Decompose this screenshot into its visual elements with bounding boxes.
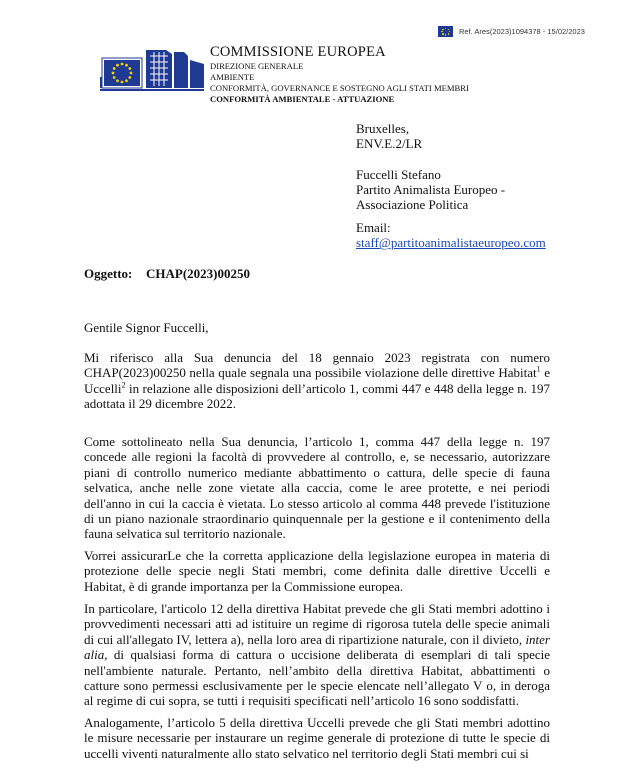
paragraph-1-text-c: in relazione alle disposizioni dell’articolo 1, commi 447 e 448 della legge n. 197 adottata il 29 dicembre 2022.	[84, 380, 550, 412]
email-label: Email:	[356, 220, 391, 235]
recipient-org-line1: Partito Animalista Europeo -	[356, 182, 506, 198]
subject-label: Oggetto:	[84, 266, 133, 281]
paragraph-4-italic: inter alia	[84, 631, 550, 663]
paragraph-1-text-a: Mi riferisco alla Sua denuncia del 18 gennaio 2023 registrata con numero CHAP(2023)00250 nella quale segnala una possibile violazione delle direttive Habitat	[84, 350, 550, 381]
paragraph-3: Vorrei assicurarLe che la corretta applicazione della legislazione europea in materia di protezione delle specie negli Stati membri, come definita dalle direttive Uccelli e Habitat, è di grande importanza per la Commissione europea.	[84, 548, 550, 594]
letterhead	[210, 44, 469, 105]
recipient-name: Fuccelli Stefano	[356, 167, 441, 182]
unit-name: CONFORMITÀ AMBIENTALE - ATTUAZIONE	[210, 94, 395, 104]
directorate-general-name: AMBIENTE	[210, 72, 255, 82]
email-link[interactable]: staff@partitoanimalistaeuropeo.com	[356, 235, 546, 251]
organization-name: COMMISSIONE EUROPEA	[210, 44, 386, 60]
reference-number: Ref. Ares(2023)1094378 - 15/02/2023	[459, 27, 585, 36]
paragraph-4-text-b: , di qualsiasi forma di cattura o uccisione deliberata di esemplari di tali specie nell'ambiente naturale. Pertanto, nell’ambito della direttiva Habitat, abbattimenti o catture sono permessi esclusivamente per le specie elencate nell’allegato V o, in deroga al regime di cui sopra, se tutti i requisiti specificati nell’articolo 16 sono soddisfatti.	[84, 647, 550, 709]
sender-ref: ENV.E.2/LR	[356, 136, 423, 152]
sender-block	[356, 121, 422, 151]
recipient-block	[356, 167, 505, 213]
directorate-name: CONFORMITÀ, GOVERNANCE E SOSTEGNO AGLI STATI MEMBRI	[210, 83, 469, 93]
paragraph-2: Come sottolineato nella Sua denuncia, l’articolo 1, comma 447 della legge n. 197 concede alle regioni la facoltà di provvedere al controllo, e, se necessario, autorizzare piani di controllo numerico mediante abbattimento o cattura, delle specie di fauna selvatica, anche nelle zone vietate alla caccia, come le aree protette, e nei periodi dell'anno in cui la caccia è vietata. Lo stesso articolo al comma 448 prevede l'istituzione di un piano nazionale straordinario quinquennale per la gestione e il contenimento della fauna selvatica sul territorio nazionale.	[84, 434, 550, 542]
european-commission-logo	[96, 42, 208, 104]
paragraph-4-text-a: In particolare, l'articolo 12 della direttiva Habitat prevede che gli Stati membri adottino i provvedimenti necessari atti ad istituire un regime di rigorosa tutela delle specie animali di cui all'allegato IV, lettera a), nella loro area di ripartizione naturale, con il divieto,	[84, 601, 550, 647]
paragraph-4	[84, 601, 550, 709]
email-block	[356, 220, 546, 250]
eu-flag-icon	[438, 26, 453, 37]
salutation: Gentile Signor Fuccelli,	[84, 320, 209, 335]
subject-value: CHAP(2023)00250	[146, 266, 250, 281]
paragraph-5: Analogamente, l’articolo 5 della direttiva Uccelli prevede che gli Stati membri adottino le misure necessarie per instaurare un regime generale di protezione di tutte le specie di uccelli viventi naturalmente allo stato selvatico nel territorio degli Stati membri cui si	[84, 715, 550, 761]
paragraph-1	[84, 350, 550, 412]
reference-stamp	[438, 26, 585, 37]
paragraph-1-text-b: e Uccelli	[84, 365, 550, 396]
sender-city: Bruxelles,	[356, 121, 410, 136]
footnote-ref-2: 2	[121, 380, 126, 390]
directorate-general-label: DIREZIONE GENERALE	[210, 61, 304, 71]
footnote-ref-1: 1	[536, 365, 541, 375]
recipient-org-line2: Associazione Politica	[356, 197, 469, 213]
subject-line	[84, 266, 250, 282]
